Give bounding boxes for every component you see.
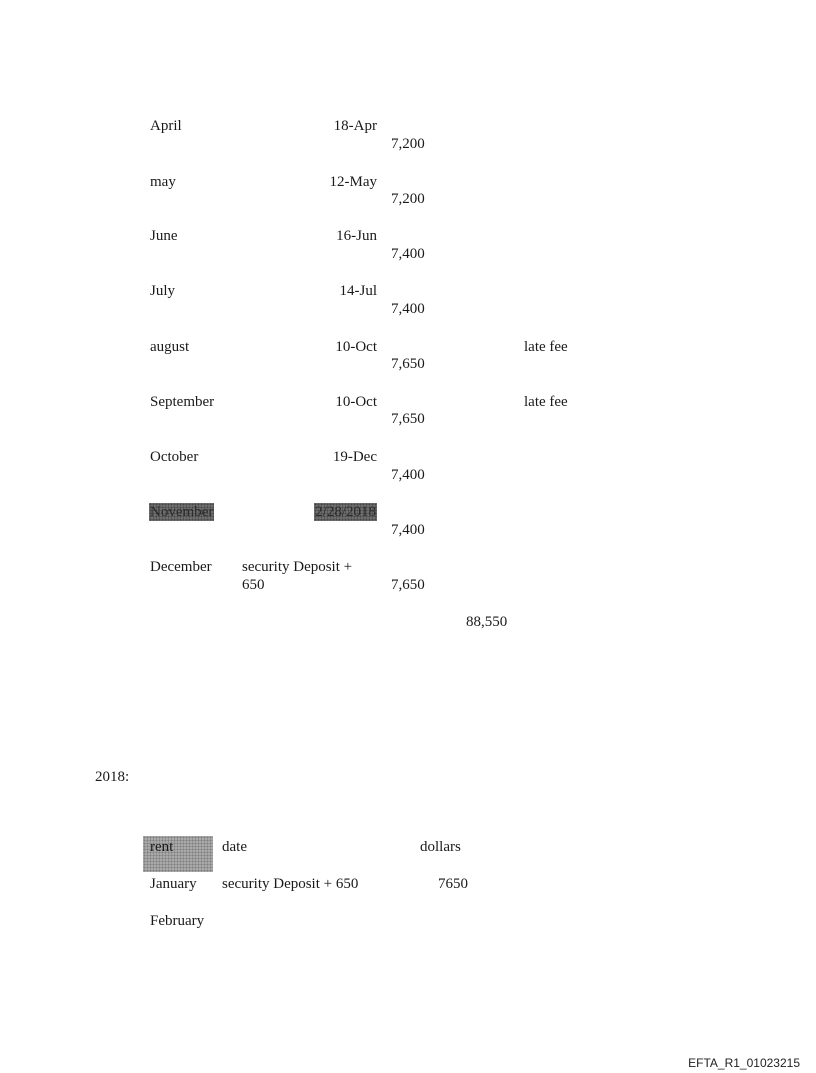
date-cell-continued: 650 (242, 577, 265, 593)
date-cell: 12-May (329, 174, 377, 190)
month-cell: July (150, 283, 176, 299)
date-cell: 10-Oct (335, 394, 377, 410)
year-label: 2018: (95, 769, 130, 785)
amount-cell: 7,400 (391, 522, 425, 538)
month-cell-highlighted: November (150, 504, 214, 520)
header-dollars: dollars (420, 839, 461, 855)
date-cell: 14-Jul (339, 283, 377, 299)
month-cell: June (150, 228, 178, 244)
date-cell-highlighted: 2/28/2018 (315, 504, 376, 520)
amount-cell: 7,400 (391, 467, 425, 483)
month-cell: April (150, 118, 182, 134)
date-cell: 10-Oct (335, 339, 377, 355)
month-cell: October (150, 449, 199, 465)
amount-cell: 7,650 (391, 356, 425, 372)
amount-cell: 7,650 (391, 411, 425, 427)
month-cell: may (150, 174, 176, 190)
month-cell: December (150, 559, 212, 575)
header-date: date (222, 839, 247, 855)
amount-cell: 7,400 (391, 301, 425, 317)
month-cell: January (150, 876, 197, 892)
total-amount: 88,550 (466, 614, 508, 630)
note-cell: late fee (524, 394, 568, 410)
amount-cell: 7,200 (391, 136, 425, 152)
month-cell: February (150, 913, 205, 929)
month-cell: august (150, 339, 190, 355)
note-cell: late fee (524, 339, 568, 355)
amount-cell: 7,200 (391, 191, 425, 207)
date-cell: 16-Jun (336, 228, 377, 244)
amount-cell: 7,650 (391, 577, 425, 593)
document-id-footer: EFTA_R1_01023215 (688, 1056, 800, 1070)
date-cell: security Deposit + 650 (222, 876, 359, 892)
month-cell: September (150, 394, 215, 410)
date-cell: 19-Dec (332, 449, 377, 465)
date-cell: security Deposit + (242, 559, 353, 575)
amount-cell: 7,400 (391, 246, 425, 262)
amount-cell: 7650 (438, 876, 468, 892)
header-rent: rent (150, 839, 174, 855)
date-cell: 18-Apr (333, 118, 377, 134)
